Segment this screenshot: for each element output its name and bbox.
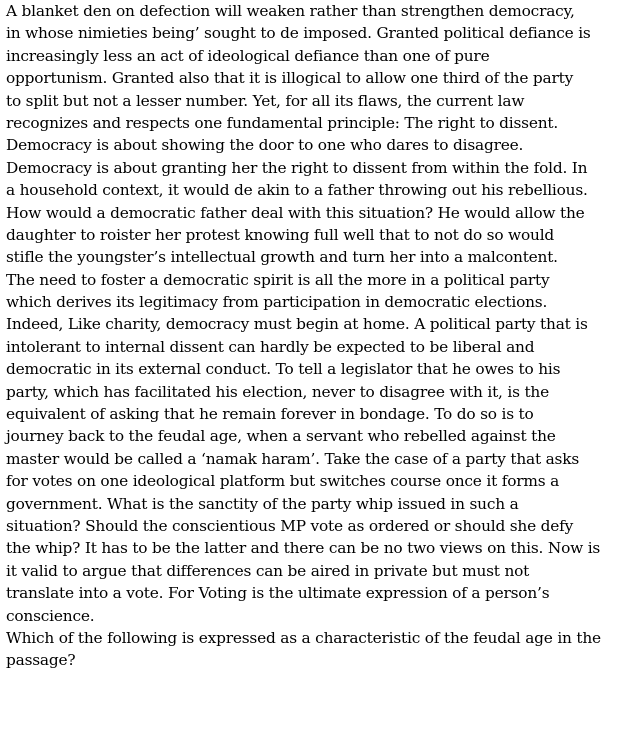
passage-line: daughter to roister her protest knowing full well that to not do so would [6,225,555,244]
passage [6,0,638,627]
question-line: Which of the following is expressed as a characteristic of the feudal age in the [6,628,601,647]
passage-line: for votes on one ideological platform but switches course once it forms a [6,472,560,491]
passage-line: conscience. [6,606,95,625]
passage-line: opportunism. Granted also that it is illogical to allow one third of the party [6,69,574,88]
passage-line: master would be called a ‘namak haram’. Take the case of a party that asks [6,449,579,468]
passage-line: How would a democratic father deal with this situation? He would allow the [6,203,585,222]
document [6,0,638,672]
passage-line: a household context, it would de akin to a father throwing out his rebellious. [6,181,588,200]
passage-line: democratic in its external conduct. To tell a legislator that he owes to his [6,360,561,379]
passage-line: it valid to argue that differences can be aired in private but must not [6,561,530,580]
passage-line: translate into a vote. For Voting is the ultimate expression of a person’s [6,584,550,603]
passage-line: Democracy is about showing the door to one who dares to disagree. [6,136,524,155]
passage-line: in whose nimieties being’ sought to de imposed. Granted political defiance is [6,24,591,43]
passage-line: situation? Should the conscientious MP vote as ordered or should she defy [6,516,574,535]
passage-line: stifle the youngster’s intellectual growth and turn her into a malcontent. [6,248,558,267]
passage-line: which derives its legitimacy from participation in democratic elections. [6,293,548,312]
passage-line: the whip? It has to be the latter and there can be no two views on this. Now is [6,539,601,558]
passage-line: The need to foster a democratic spirit is all the more in a political party [6,270,550,289]
passage-line: equivalent of asking that he remain forever in bondage. To do so is to [6,405,534,424]
question [6,627,638,672]
question-line: passage? [6,651,76,670]
passage-line: Indeed, Like charity, democracy must begin at home. A political party that is [6,315,588,334]
passage-line: A blanket den on defection will weaken rather than strengthen democracy, [6,2,575,20]
passage-line: Democracy is about granting her the right to dissent from within the fold. In [6,158,588,177]
passage-line: to split but not a lesser number. Yet, for all its flaws, the current law [6,91,525,110]
passage-line: journey back to the feudal age, when a servant who rebelled against the [6,427,556,446]
passage-line: increasingly less an act of ideological defiance than one of pure [6,46,490,65]
passage-line: intolerant to internal dissent can hardly be expected to be liberal and [6,337,535,356]
passage-line: party, which has facilitated his election, never to disagree with it, is the [6,382,549,401]
passage-line: government. What is the sanctity of the party whip issued in such a [6,494,519,513]
passage-line: recognizes and respects one fundamental principle: The right to dissent. [6,113,559,132]
